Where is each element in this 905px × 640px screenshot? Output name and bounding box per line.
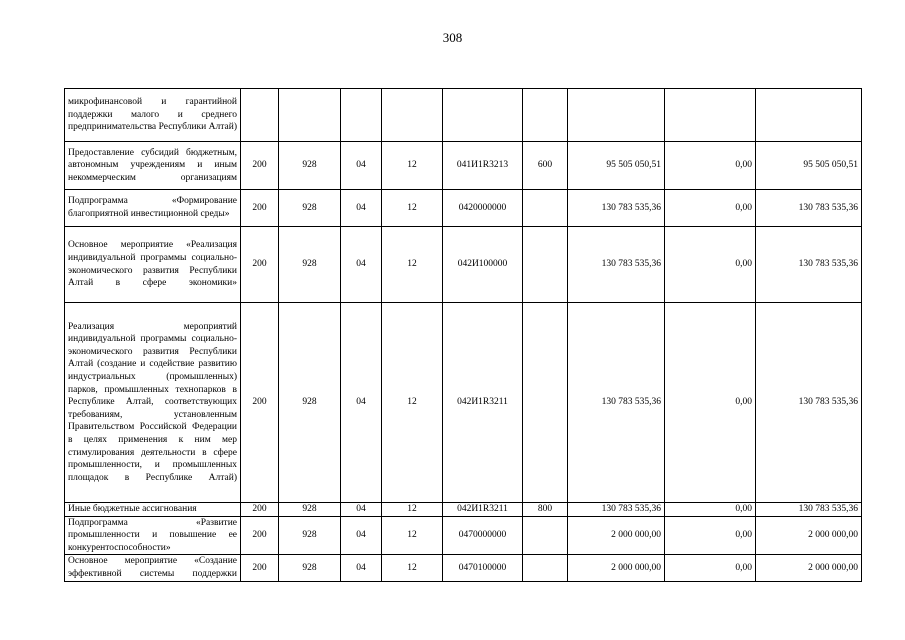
row-name: Предоставление субсидий бюджетным, автономным учреждениям и иным некоммерческим организациям (65, 142, 241, 190)
cell-c6 (523, 190, 568, 227)
table-row (65, 516, 862, 555)
table-row (65, 303, 862, 503)
cell-c8: 0,00 (665, 303, 756, 503)
cell-c9: 130 783 535,36 (756, 190, 862, 227)
cell-c4: 12 (382, 190, 443, 227)
cell-c9: 130 783 535,36 (756, 303, 862, 503)
cell-c9: 2 000 000,00 (756, 555, 862, 581)
row-name: Реализация мероприятий индивидуальной программы социально-экономического развития Республики Алтай (создание и содействие развитию индустриальных (промышленных) парков, промышленных технопарков в Республике Алтай, соответствующих требованиям, установленным Правительством Российской Федерации в целях применения к ним мер стимулирования деятельности в сфере промышленности, и промышленных площадок в Республике Алтай) (65, 303, 241, 503)
cell-c9: 95 505 050,51 (756, 142, 862, 190)
cell-c3: 04 (341, 555, 382, 581)
cell-c1: 200 (241, 190, 279, 227)
cell-c2: 928 (279, 516, 341, 555)
cell-c2: 928 (279, 190, 341, 227)
cell-c8 (665, 89, 756, 142)
cell-c5: 0470100000 (443, 555, 523, 581)
table-row (65, 227, 862, 303)
cell-c7 (568, 89, 665, 142)
cell-c5: 0470000000 (443, 516, 523, 555)
row-name: Иные бюджетные ассигнования (65, 503, 241, 517)
cell-c2: 928 (279, 555, 341, 581)
cell-c4: 12 (382, 516, 443, 555)
cell-c9: 130 783 535,36 (756, 227, 862, 303)
cell-c1: 200 (241, 503, 279, 517)
table-row (65, 503, 862, 517)
cell-c6 (523, 516, 568, 555)
cell-c3: 04 (341, 142, 382, 190)
budget-table (64, 88, 862, 582)
cell-c5: 042И100000 (443, 227, 523, 303)
table-row (65, 89, 862, 142)
cell-c5 (443, 89, 523, 142)
cell-c2: 928 (279, 227, 341, 303)
row-name: Подпрограмма «Развитие промышленности и повышение ее конкурентоспособности» (65, 516, 241, 555)
cell-c4 (382, 89, 443, 142)
cell-c2: 928 (279, 142, 341, 190)
cell-c7: 2 000 000,00 (568, 555, 665, 581)
table-row (65, 555, 862, 581)
cell-c3: 04 (341, 190, 382, 227)
cell-c6: 800 (523, 503, 568, 517)
cell-c1: 200 (241, 516, 279, 555)
cell-c3 (341, 89, 382, 142)
cell-c3: 04 (341, 227, 382, 303)
cell-c5: 042И1R3211 (443, 503, 523, 517)
cell-c1: 200 (241, 555, 279, 581)
row-name: Основное мероприятие «Реализация индивидуальной программы социально-экономического развития Республики Алтай в сфере экономики» (65, 227, 241, 303)
row-name: Подпрограмма «Формирование благоприятной инвестиционной среды» (65, 190, 241, 227)
row-name: микрофинансовой и гарантийной поддержки малого и среднего предпринимательства Республики Алтай) (65, 89, 241, 142)
cell-c6 (523, 89, 568, 142)
cell-c9: 2 000 000,00 (756, 516, 862, 555)
cell-c6 (523, 555, 568, 581)
row-name: Основное мероприятие «Создание эффективной системы поддержки (65, 555, 241, 581)
cell-c8: 0,00 (665, 142, 756, 190)
cell-c6 (523, 303, 568, 503)
cell-c6: 600 (523, 142, 568, 190)
cell-c8: 0,00 (665, 190, 756, 227)
cell-c1: 200 (241, 142, 279, 190)
cell-c4: 12 (382, 303, 443, 503)
cell-c8: 0,00 (665, 555, 756, 581)
cell-c5: 0420000000 (443, 190, 523, 227)
table-row (65, 190, 862, 227)
cell-c5: 041И1R3213 (443, 142, 523, 190)
cell-c4: 12 (382, 503, 443, 517)
cell-c7: 2 000 000,00 (568, 516, 665, 555)
cell-c7: 130 783 535,36 (568, 503, 665, 517)
cell-c2: 928 (279, 503, 341, 517)
cell-c4: 12 (382, 227, 443, 303)
cell-c1: 200 (241, 227, 279, 303)
cell-c5: 042И1R3211 (443, 303, 523, 503)
cell-c2: 928 (279, 303, 341, 503)
cell-c1: 200 (241, 303, 279, 503)
cell-c7: 95 505 050,51 (568, 142, 665, 190)
page-number: 308 (442, 30, 463, 45)
cell-c3: 04 (341, 516, 382, 555)
cell-c4: 12 (382, 142, 443, 190)
cell-c4: 12 (382, 555, 443, 581)
cell-c8: 0,00 (665, 516, 756, 555)
cell-c6 (523, 227, 568, 303)
cell-c8: 0,00 (665, 227, 756, 303)
cell-c7: 130 783 535,36 (568, 190, 665, 227)
cell-c3: 04 (341, 503, 382, 517)
cell-c7: 130 783 535,36 (568, 227, 665, 303)
cell-c2 (279, 89, 341, 142)
cell-c1 (241, 89, 279, 142)
cell-c7: 130 783 535,36 (568, 303, 665, 503)
cell-c8: 0,00 (665, 503, 756, 517)
cell-c9 (756, 89, 862, 142)
table-row (65, 142, 862, 190)
cell-c9: 130 783 535,36 (756, 503, 862, 517)
cell-c3: 04 (341, 303, 382, 503)
